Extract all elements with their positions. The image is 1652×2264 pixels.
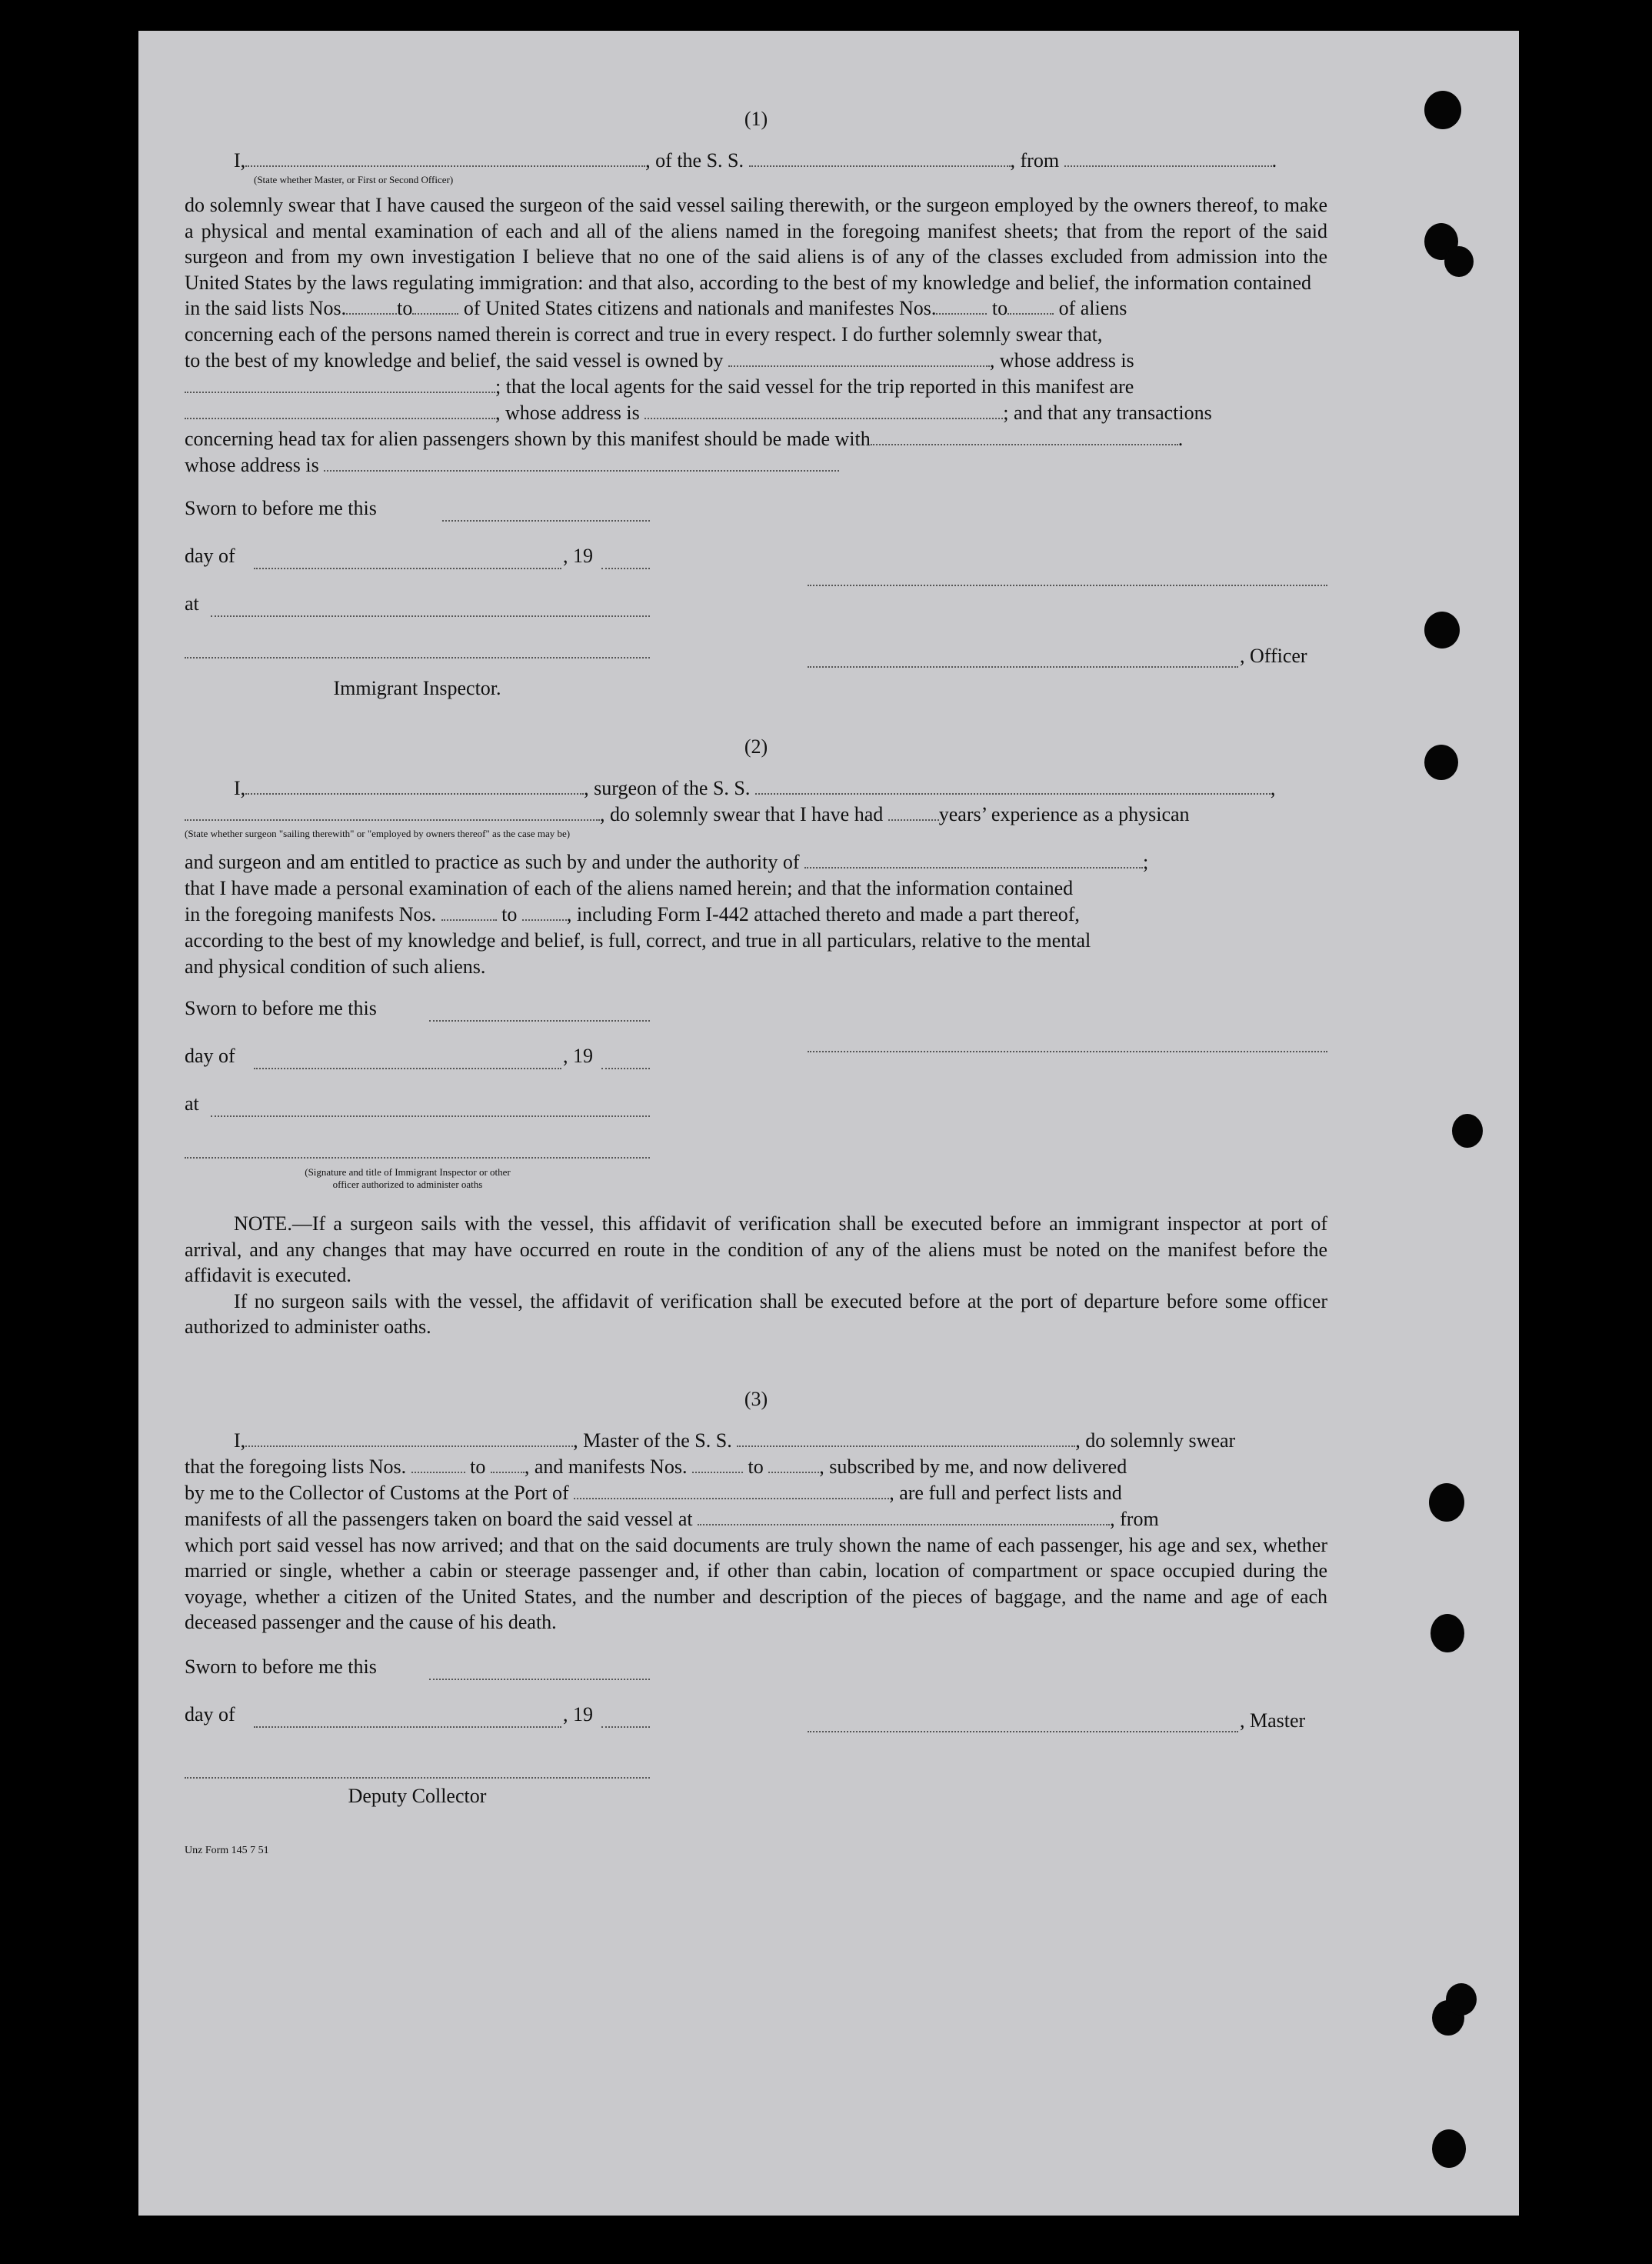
section-1-lists-line	[185, 295, 1327, 322]
master-signature-line[interactable]	[808, 1714, 1238, 1732]
day-field[interactable]	[254, 1709, 561, 1728]
section-1-at-row	[185, 592, 1327, 640]
sworn-field[interactable]	[429, 1003, 650, 1022]
sworn-label: Sworn to before me this	[185, 1655, 377, 1678]
to-label: to	[397, 297, 413, 319]
punch-hole	[1424, 745, 1458, 780]
immigrant-inspector-label: Immigrant Inspector.	[333, 677, 501, 699]
sworn-label: Sworn to before me this	[185, 997, 377, 1019]
intro-i: I,	[234, 1429, 246, 1452]
agents-address-field[interactable]	[644, 401, 1003, 419]
form-content	[185, 108, 1327, 1857]
manifests-from-field[interactable]	[441, 902, 497, 921]
year-field[interactable]	[601, 1051, 650, 1069]
address-label: , whose address is	[989, 349, 1134, 372]
form-identifier: Unz Form 145 7 51	[185, 1844, 269, 1856]
lists-label: in the said lists Nos.	[185, 297, 347, 319]
section-1-agent-address-line	[185, 400, 1327, 426]
lists-to-field[interactable]	[491, 1455, 525, 1473]
lists-from-field[interactable]	[411, 1455, 465, 1473]
to-label: to	[991, 297, 1008, 319]
punch-hole	[1424, 612, 1460, 649]
port-field[interactable]	[574, 1481, 889, 1499]
section-3-intro-line	[185, 1428, 1327, 1454]
vessel-name-field[interactable]	[749, 148, 1011, 167]
section-2-years-line	[185, 802, 1327, 828]
section-3-day-row	[185, 1703, 1327, 1751]
master-label: , Master of the S. S.	[573, 1429, 732, 1452]
punch-hole	[1424, 91, 1461, 129]
master-signature-label: , Master	[1240, 1709, 1306, 1732]
from-port-field[interactable]	[1064, 148, 1272, 167]
transactions-label: ; and that any transactions	[1003, 402, 1212, 424]
section-1-paragraph-1: do solemnly swear that I have caused the surgeon of the said vessel sailing therewith, or the surgeon employed by the owners thereof, to make a physical and mental examination of each and all of the aliens named in the foregoing manifest sheets; that from the report of the said surgeon and from my own investigation I believe that no one of the said aliens is of any of the classes excluded from admission into the United States by the laws regulating immigration: and that also, according to the best of my knowledge and belief, the information contained	[185, 194, 1327, 294]
punch-hole	[1432, 2129, 1466, 2168]
from-label: , from	[1110, 1507, 1159, 1530]
section-3-boarded-line	[185, 1506, 1327, 1532]
sworn-field[interactable]	[429, 1662, 650, 1680]
owner-address-field[interactable]	[185, 375, 495, 393]
manifests-label: , and manifests Nos.	[524, 1455, 688, 1478]
section-3-paragraph: which port said vessel has now arrived; and that on the said documents are truly shown the name of each passenger, his age and sex, whether married or single, whether a cabin or steerage passenger and, if other than cabin, location of compartment or space occupied during the voyage, whether a citizen of the United States, and the number and description of the pieces of baggage, and the name and age of each deceased passenger and the cause of his death.	[185, 1533, 1327, 1633]
period: .	[1177, 428, 1184, 450]
from-label: , from	[1010, 149, 1060, 172]
at-label: at	[185, 1092, 199, 1115]
officer-signature-line[interactable]	[808, 649, 1238, 668]
day-field[interactable]	[254, 551, 561, 569]
years-label: years’ experience as a physican	[938, 803, 1190, 825]
section-2-line-4: that I have made a personal examination of each of the aliens named herein; and that the information contained	[185, 877, 1074, 899]
swear-label: , do solemnly swear that I have had	[600, 803, 884, 825]
section-2-signature-row	[185, 1140, 1327, 1205]
punch-hole	[1429, 1483, 1464, 1522]
section-2-manifests-line	[185, 902, 1327, 928]
whose-address-label: whose address is	[185, 454, 319, 476]
section-2-line-6: according to the best of my knowledge and belief, is full, correct, and true in all particulars, relative to the mental	[185, 929, 1091, 952]
surgeon-note: (State whether surgeon "sailing therewith" or "employed by owners thereof" as the case may be)	[185, 828, 571, 839]
day-of-label: day of	[185, 1045, 235, 1067]
at-label: at	[185, 592, 199, 615]
section-1-sworn-row	[185, 497, 1327, 545]
section-2-authority-line	[185, 849, 1327, 875]
note-paragraph-1: NOTE.—If a surgeon sails with the vessel, this affidavit of verification shall be executed before an immigrant inspector at port of arrival, and any changes that may have occurred en route in the condition of any of the aliens must be noted on the manifest before the affidavit is executed.	[185, 1212, 1327, 1286]
to-label: to	[470, 1455, 486, 1478]
boarded-label: manifests of all the passengers taken on board the said vessel at	[185, 1507, 693, 1530]
officer-name-field[interactable]	[245, 148, 645, 167]
manifests-label: in the foregoing manifests Nos.	[185, 903, 437, 925]
master-name-field[interactable]	[245, 1429, 573, 1447]
day-field[interactable]	[254, 1051, 561, 1069]
inspector-signature-line[interactable]	[185, 640, 650, 659]
section-2-intro-line	[185, 775, 1327, 802]
punch-hole	[1444, 246, 1474, 277]
year-prefix: , 19	[563, 1702, 593, 1726]
day-of-label: day of	[185, 545, 235, 567]
punch-hole	[1431, 1614, 1464, 1652]
manifests-to-field[interactable]	[768, 1455, 819, 1473]
section-1-head-tax-line	[185, 426, 1327, 452]
of-ss-label: , of the S. S.	[645, 149, 744, 172]
signature-note-line-1: (Signature and title of Immigrant Inspector or other	[305, 1166, 511, 1178]
year-field[interactable]	[601, 551, 650, 569]
manifests-to-field[interactable]	[522, 902, 567, 921]
inspector-signature-line[interactable]	[185, 1140, 650, 1159]
section-1-day-row	[185, 545, 1327, 592]
surgeon-label: , surgeon of the S. S.	[584, 777, 751, 799]
section-1-officer-row	[185, 640, 1327, 677]
punch-hole	[1452, 1114, 1483, 1148]
manifests-label: of United States citizens and nationals and manifestes Nos.	[463, 297, 937, 319]
head-tax-address-field[interactable]	[324, 453, 839, 472]
section-3-number: (3)	[744, 1387, 768, 1410]
section-1-intro-line	[185, 148, 1327, 174]
section-3-sworn-row	[185, 1655, 1327, 1703]
manifests-from-field[interactable]	[936, 296, 987, 315]
officer-label: , Officer	[1240, 645, 1307, 667]
swear-label: , do solemnly swear	[1075, 1429, 1236, 1452]
sworn-label: Sworn to before me this	[185, 497, 377, 519]
punch-hole	[1446, 1983, 1477, 2016]
officer-note: (State whether Master, or First or Second Officer)	[254, 174, 454, 185]
intro-i: I,	[234, 777, 246, 799]
authority-label: and surgeon and am entitled to practice as such by and under the authority of	[185, 851, 800, 873]
year-prefix: , 19	[563, 1045, 593, 1067]
of-aliens-label: of aliens	[1058, 297, 1127, 319]
authority-field[interactable]	[804, 850, 1143, 869]
section-2-day-row	[185, 1045, 1327, 1092]
section-2-number: (2)	[744, 735, 768, 758]
agents-field[interactable]	[185, 401, 495, 419]
to-label: to	[501, 903, 518, 925]
deputy-collector-label: Deputy Collector	[348, 1784, 487, 1807]
surgeon-status-field[interactable]	[185, 802, 600, 821]
section-1-agents-line	[185, 374, 1327, 400]
signature-line[interactable]	[808, 568, 1327, 586]
period: .	[1271, 149, 1277, 172]
delivered-label: , subscribed by me, and now delivered	[819, 1455, 1127, 1478]
section-1-owner-line	[185, 348, 1327, 374]
form-i442-label: , including Form I-442 attached thereto and made a part thereof,	[566, 903, 1080, 925]
semicolon: ;	[1143, 851, 1149, 873]
at-field[interactable]	[211, 1099, 650, 1117]
surgeon-signature-line[interactable]	[808, 1034, 1327, 1052]
day-of-label: day of	[185, 1702, 235, 1726]
section-1-number: (1)	[744, 108, 768, 130]
surgeon-vessel-field[interactable]	[755, 776, 1271, 795]
years-field[interactable]	[888, 802, 939, 821]
manifests-to-field[interactable]	[1008, 296, 1054, 315]
sworn-field[interactable]	[442, 503, 650, 522]
lists-from-field[interactable]	[346, 296, 397, 315]
owner-field[interactable]	[728, 348, 990, 367]
section-3-collector-row	[185, 1751, 1327, 1785]
head-tax-label: concerning head tax for alien passengers shown by this manifest should be made with	[185, 428, 871, 450]
vessel-field[interactable]	[737, 1429, 1075, 1447]
section-1-whose-address-line	[185, 452, 1327, 478]
at-field[interactable]	[211, 599, 650, 617]
comma: ,	[1270, 777, 1276, 799]
note-paragraph-2: If no surgeon sails with the vessel, the affidavit of verification shall be executed before at the port of departure before some officer authorized to administer oaths.	[185, 1289, 1327, 1338]
owned-by-label: to the best of my knowledge and belief, the said vessel is owned by	[185, 349, 724, 372]
manifests-from-field[interactable]	[692, 1455, 743, 1473]
port-label: by me to the Collector of Customs at the Port of	[185, 1481, 569, 1504]
section-3-port-line	[185, 1480, 1327, 1506]
section-2-line-7: and physical condition of such aliens.	[185, 955, 486, 978]
to-label: to	[748, 1455, 764, 1478]
surgeon-name-field[interactable]	[245, 776, 584, 795]
address-label: , whose address is	[495, 402, 640, 424]
intro-i: I,	[234, 149, 246, 172]
head-tax-field[interactable]	[871, 427, 1178, 445]
collector-signature-line[interactable]	[185, 1760, 650, 1779]
lists-to-field[interactable]	[412, 296, 458, 315]
section-2-at-row	[185, 1092, 1327, 1140]
signature-note	[246, 1166, 569, 1191]
perfect-lists-label: , are full and perfect lists and	[889, 1481, 1122, 1504]
lists-label: that the foregoing lists Nos.	[185, 1455, 407, 1478]
boarded-port-field[interactable]	[698, 1507, 1110, 1525]
agents-label: ; that the local agents for the said vessel for the trip reported in this manifest are	[495, 375, 1134, 398]
section-3-lists-line	[185, 1454, 1327, 1480]
year-field[interactable]	[601, 1709, 650, 1728]
section-1-line-3: concerning each of the persons named therein is correct and true in every respect. I do further solemnly swear that,	[185, 323, 1103, 345]
signature-note-line-2: officer authorized to administer oaths	[332, 1179, 483, 1190]
year-prefix: , 19	[563, 545, 593, 567]
